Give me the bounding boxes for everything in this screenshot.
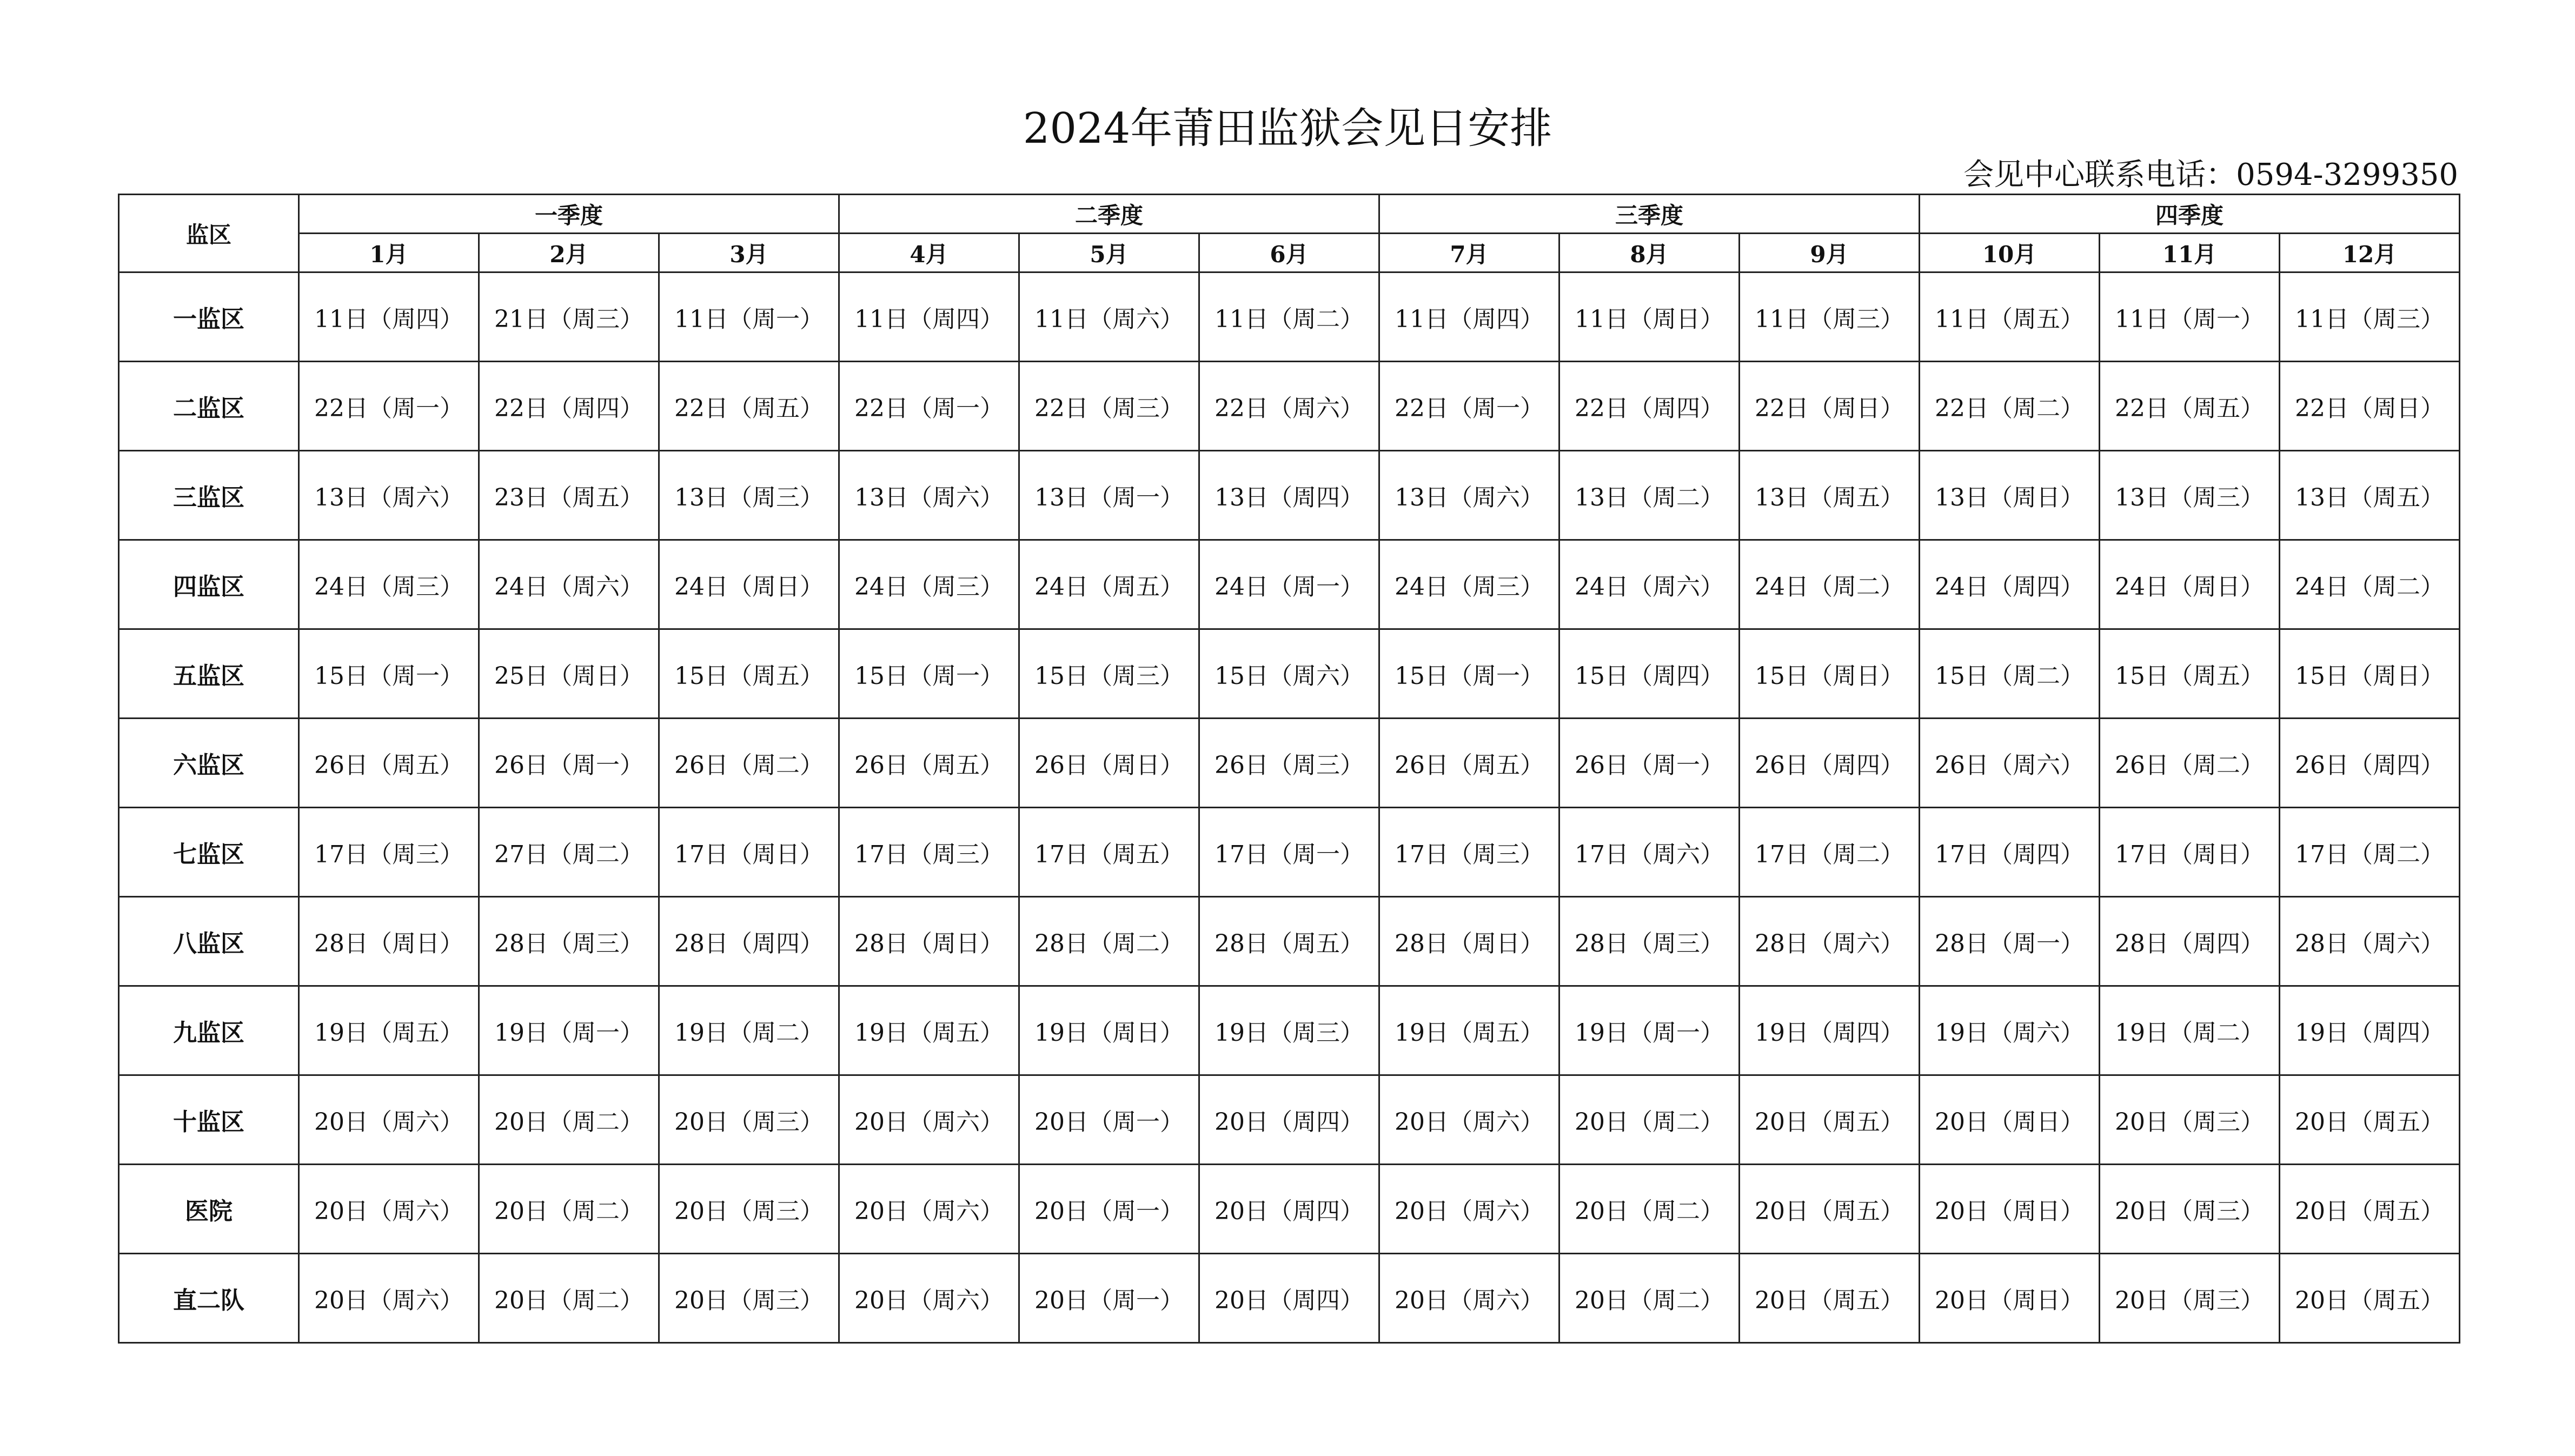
table-row (119, 808, 2460, 897)
visit-day-cell: 22日（周五） (2100, 362, 2280, 451)
visit-day-cell: 20日（周二） (479, 1165, 659, 1254)
visit-day-cell: 19日（周五） (299, 986, 479, 1075)
contact-phone: 会见中心联系电话：0594-3299350 (1963, 157, 2458, 192)
visit-day-cell: 17日（周三） (1379, 808, 1559, 897)
visit-day-cell: 26日（周一） (1559, 719, 1740, 808)
visit-day-cell: 20日（周日） (1920, 1254, 2100, 1343)
table-row (119, 1165, 2460, 1254)
month-header: 1月 (299, 234, 479, 272)
visit-day-cell: 20日（周六） (1379, 1254, 1559, 1343)
visit-day-cell: 20日（周三） (2100, 1165, 2280, 1254)
visit-day-cell: 11日（周三） (1740, 272, 1920, 362)
visit-day-cell: 22日（周五） (659, 362, 839, 451)
visit-day-cell: 19日（周一） (1559, 986, 1740, 1075)
visit-day-cell: 15日（周日） (2280, 629, 2460, 719)
visit-day-cell: 17日（周四） (1920, 808, 2100, 897)
visit-day-cell: 15日（周五） (2100, 629, 2280, 719)
visit-day-cell: 26日（周六） (1920, 719, 2100, 808)
visit-day-cell: 17日（周五） (1019, 808, 1199, 897)
visit-day-cell: 20日（周日） (1920, 1075, 2100, 1165)
visit-day-cell: 20日（周一） (1019, 1165, 1199, 1254)
visit-day-cell: 26日（周五） (1379, 719, 1559, 808)
visit-day-cell: 21日（周三） (479, 272, 659, 362)
visit-day-cell: 15日（周四） (1559, 629, 1740, 719)
page-title: 2024年莆田监狱会见日安排 (1023, 104, 1552, 153)
visit-day-cell: 19日（周日） (1019, 986, 1199, 1075)
visit-day-cell: 26日（周二） (2100, 719, 2280, 808)
visit-day-cell: 11日（周日） (1559, 272, 1740, 362)
visit-day-cell: 11日（周四） (299, 272, 479, 362)
visit-day-cell: 28日（周四） (659, 897, 839, 986)
visit-day-cell: 26日（周二） (659, 719, 839, 808)
visit-day-cell: 24日（周五） (1019, 540, 1199, 629)
visit-day-cell: 27日（周二） (479, 808, 659, 897)
visit-day-cell: 13日（周三） (2100, 451, 2280, 540)
visit-day-cell: 11日（周四） (1379, 272, 1559, 362)
visit-day-cell: 20日（周一） (1019, 1075, 1199, 1165)
table-row (119, 362, 2460, 451)
visit-day-cell: 15日（周日） (1740, 629, 1920, 719)
quarter-header-row (119, 195, 2460, 234)
visit-day-cell: 11日（周一） (659, 272, 839, 362)
visit-day-cell: 20日（周五） (1740, 1254, 1920, 1343)
visit-day-cell: 20日（周五） (2280, 1165, 2460, 1254)
visit-day-cell: 20日（周三） (659, 1075, 839, 1165)
zone-name: 四监区 (119, 540, 299, 629)
visit-day-cell: 24日（周日） (2100, 540, 2280, 629)
visit-day-cell: 20日（周五） (2280, 1254, 2460, 1343)
visit-day-cell: 20日（周二） (479, 1254, 659, 1343)
table-row (119, 719, 2460, 808)
visit-day-cell: 24日（周二） (1740, 540, 1920, 629)
month-header: 4月 (839, 234, 1019, 272)
visit-day-cell: 20日（周六） (1379, 1165, 1559, 1254)
visit-day-cell: 20日（周日） (1920, 1165, 2100, 1254)
visit-day-cell: 11日（周三） (2280, 272, 2460, 362)
visit-day-cell: 19日（周一） (479, 986, 659, 1075)
visit-day-cell: 22日（周一） (1379, 362, 1559, 451)
visit-day-cell: 20日（周二） (479, 1075, 659, 1165)
visit-day-cell: 20日（周五） (1740, 1075, 1920, 1165)
visit-day-cell: 24日（周二） (2280, 540, 2460, 629)
visit-day-cell: 13日（周四） (1199, 451, 1379, 540)
visit-day-cell: 26日（周五） (839, 719, 1019, 808)
visit-day-cell: 13日（周五） (2280, 451, 2460, 540)
zone-name: 七监区 (119, 808, 299, 897)
visit-day-cell: 15日（周二） (1920, 629, 2100, 719)
visit-day-cell: 20日（周五） (1740, 1165, 1920, 1254)
month-header-row (119, 234, 2460, 272)
visit-day-cell: 24日（周三） (839, 540, 1019, 629)
visit-day-cell: 20日（周四） (1199, 1254, 1379, 1343)
visit-day-cell: 17日（周六） (1559, 808, 1740, 897)
visit-day-cell: 19日（周六） (1920, 986, 2100, 1075)
visit-day-cell: 13日（周一） (1019, 451, 1199, 540)
zone-name: 五监区 (119, 629, 299, 719)
table-row (119, 451, 2460, 540)
table-row (119, 897, 2460, 986)
visit-day-cell: 15日（周一） (839, 629, 1019, 719)
table-row (119, 272, 2460, 362)
visit-day-cell: 22日（周一） (299, 362, 479, 451)
month-header: 10月 (1920, 234, 2100, 272)
month-header: 6月 (1199, 234, 1379, 272)
visit-day-cell: 22日（周一） (839, 362, 1019, 451)
visit-day-cell: 17日（周二） (2280, 808, 2460, 897)
month-header: 9月 (1740, 234, 1920, 272)
zone-name: 九监区 (119, 986, 299, 1075)
visit-day-cell: 20日（周二） (1559, 1075, 1740, 1165)
month-header: 5月 (1019, 234, 1199, 272)
visit-day-cell: 22日（周日） (2280, 362, 2460, 451)
zone-name: 直二队 (119, 1254, 299, 1343)
visit-day-cell: 24日（周日） (659, 540, 839, 629)
visit-day-cell: 17日（周一） (1199, 808, 1379, 897)
month-header: 3月 (659, 234, 839, 272)
table-row (119, 986, 2460, 1075)
visit-day-cell: 25日（周日） (479, 629, 659, 719)
table-row (119, 540, 2460, 629)
visit-day-cell: 13日（周三） (659, 451, 839, 540)
visit-day-cell: 19日（周三） (1199, 986, 1379, 1075)
visit-day-cell: 17日（周日） (659, 808, 839, 897)
visit-day-cell: 26日（周三） (1199, 719, 1379, 808)
zone-name: 六监区 (119, 719, 299, 808)
visit-day-cell: 26日（周四） (2280, 719, 2460, 808)
visit-day-cell: 22日（周六） (1199, 362, 1379, 451)
visit-day-cell: 11日（周四） (839, 272, 1019, 362)
visit-day-cell: 11日（周一） (2100, 272, 2280, 362)
visit-day-cell: 17日（周三） (839, 808, 1019, 897)
month-header: 12月 (2280, 234, 2460, 272)
visit-day-cell: 20日（周六） (1379, 1075, 1559, 1165)
visit-day-cell: 13日（周日） (1920, 451, 2100, 540)
visit-day-cell: 28日（周二） (1019, 897, 1199, 986)
visit-day-cell: 28日（周五） (1199, 897, 1379, 986)
visit-day-cell: 20日（周六） (839, 1075, 1019, 1165)
visit-day-cell: 24日（周三） (1379, 540, 1559, 629)
visit-day-cell: 20日（周二） (1559, 1254, 1740, 1343)
visit-day-cell: 19日（周四） (1740, 986, 1920, 1075)
quarter-header: 三季度 (1379, 195, 1920, 234)
visit-day-cell: 15日（周五） (659, 629, 839, 719)
zone-column-header: 监区 (119, 195, 299, 272)
visit-day-cell: 28日（周三） (479, 897, 659, 986)
visit-day-cell: 22日（周四） (479, 362, 659, 451)
visit-day-cell: 13日（周六） (1379, 451, 1559, 540)
visit-day-cell: 15日（周一） (1379, 629, 1559, 719)
quarter-header: 一季度 (299, 195, 839, 234)
visit-day-cell: 19日（周四） (2280, 986, 2460, 1075)
zone-name: 三监区 (119, 451, 299, 540)
visit-day-cell: 22日（周日） (1740, 362, 1920, 451)
visit-day-cell: 22日（周三） (1019, 362, 1199, 451)
visit-day-cell: 28日（周一） (1920, 897, 2100, 986)
visit-day-cell: 20日（周三） (2100, 1075, 2280, 1165)
visit-day-cell: 19日（周五） (1379, 986, 1559, 1075)
visit-day-cell: 20日（周三） (659, 1254, 839, 1343)
visit-schedule-table (118, 194, 2460, 1344)
visit-day-cell: 20日（周三） (2100, 1254, 2280, 1343)
visit-day-cell: 26日（周日） (1019, 719, 1199, 808)
visit-day-cell: 19日（周五） (839, 986, 1019, 1075)
visit-day-cell: 19日（周二） (659, 986, 839, 1075)
visit-day-cell: 13日（周六） (839, 451, 1019, 540)
visit-day-cell: 26日（周四） (1740, 719, 1920, 808)
visit-day-cell: 23日（周五） (479, 451, 659, 540)
visit-day-cell: 20日（周六） (839, 1254, 1019, 1343)
visit-day-cell: 11日（周六） (1019, 272, 1199, 362)
visit-day-cell: 20日（周二） (1559, 1165, 1740, 1254)
visit-day-cell: 28日（周日） (299, 897, 479, 986)
visit-day-cell: 24日（周三） (299, 540, 479, 629)
zone-name: 医院 (119, 1165, 299, 1254)
visit-day-cell: 24日（周四） (1920, 540, 2100, 629)
visit-day-cell: 20日（周六） (299, 1254, 479, 1343)
visit-day-cell: 11日（周五） (1920, 272, 2100, 362)
visit-day-cell: 28日（周日） (839, 897, 1019, 986)
visit-day-cell: 13日（周二） (1559, 451, 1740, 540)
visit-day-cell: 20日（周六） (839, 1165, 1019, 1254)
month-header: 8月 (1559, 234, 1740, 272)
table-row (119, 629, 2460, 719)
visit-day-cell: 20日（周四） (1199, 1165, 1379, 1254)
month-header: 7月 (1379, 234, 1559, 272)
visit-day-cell: 19日（周二） (2100, 986, 2280, 1075)
visit-day-cell: 24日（周一） (1199, 540, 1379, 629)
visit-day-cell: 24日（周六） (479, 540, 659, 629)
visit-day-cell: 20日（周六） (299, 1075, 479, 1165)
visit-day-cell: 20日（周六） (299, 1165, 479, 1254)
visit-day-cell: 17日（周日） (2100, 808, 2280, 897)
visit-day-cell: 26日（周一） (479, 719, 659, 808)
zone-name: 一监区 (119, 272, 299, 362)
visit-day-cell: 20日（周三） (659, 1165, 839, 1254)
visit-day-cell: 11日（周二） (1199, 272, 1379, 362)
visit-day-cell: 22日（周二） (1920, 362, 2100, 451)
visit-day-cell: 17日（周三） (299, 808, 479, 897)
table-row (119, 1254, 2460, 1343)
visit-day-cell: 17日（周二） (1740, 808, 1920, 897)
quarter-header: 四季度 (1920, 195, 2460, 234)
visit-day-cell: 13日（周六） (299, 451, 479, 540)
visit-day-cell: 28日（周六） (2280, 897, 2460, 986)
month-header: 11月 (2100, 234, 2280, 272)
visit-day-cell: 28日（周日） (1379, 897, 1559, 986)
visit-day-cell: 20日（周四） (1199, 1075, 1379, 1165)
visit-day-cell: 22日（周四） (1559, 362, 1740, 451)
visit-day-cell: 15日（周六） (1199, 629, 1379, 719)
zone-name: 十监区 (119, 1075, 299, 1165)
visit-day-cell: 28日（周六） (1740, 897, 1920, 986)
visit-day-cell: 26日（周五） (299, 719, 479, 808)
zone-name: 八监区 (119, 897, 299, 986)
month-header: 2月 (479, 234, 659, 272)
quarter-header: 二季度 (839, 195, 1379, 234)
visit-day-cell: 15日（周一） (299, 629, 479, 719)
visit-day-cell: 20日（周一） (1019, 1254, 1199, 1343)
visit-day-cell: 20日（周五） (2280, 1075, 2460, 1165)
visit-day-cell: 13日（周五） (1740, 451, 1920, 540)
visit-day-cell: 15日（周三） (1019, 629, 1199, 719)
zone-name: 二监区 (119, 362, 299, 451)
table-row (119, 1075, 2460, 1165)
visit-day-cell: 28日（周三） (1559, 897, 1740, 986)
visit-day-cell: 24日（周六） (1559, 540, 1740, 629)
visit-day-cell: 28日（周四） (2100, 897, 2280, 986)
